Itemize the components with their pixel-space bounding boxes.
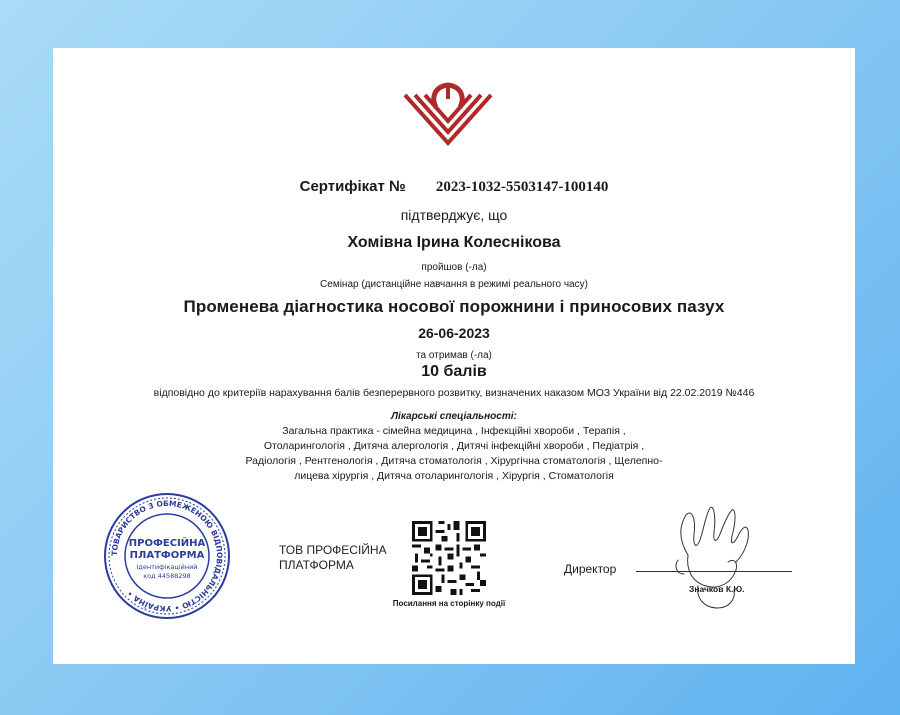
criteria-text: відповідно до критеріїв нарахування балів безперервного розвитку, визначених наказом МОЗ України від 22.02.2019 №446 <box>153 387 755 399</box>
passed-text: пройшов (-ла) <box>421 262 487 273</box>
company-seal-icon <box>103 492 231 620</box>
received-text: та отримав (-ла) <box>416 350 492 361</box>
signature-icon <box>658 500 768 615</box>
confirms-text: підтверджує, що <box>400 207 508 223</box>
seal-ring-text: ТОВАРИСТВО З ОБМЕЖЕНОЮ ВІДПОВІДАЛЬНІСТЮ • УКРАЇНА • <box>109 498 225 614</box>
organization-name <box>279 543 387 573</box>
specialties-line: Радіологія , Рентгенологія , Дитяча стоматологія , Хірургічна стоматологія , Щелепно- <box>245 455 663 467</box>
director-label: Директор <box>564 562 617 576</box>
seal-center-line: код 44588298 <box>143 572 191 580</box>
certificate-card <box>53 48 855 664</box>
specialties-line: лицева хірургія , Дитяча отоларингологія , Хірургія , Стоматологія <box>294 470 614 482</box>
specialties-line: Загальна практика - сімейна медицина , Інфекційні хвороби , Терапія , <box>282 425 626 437</box>
certificate-number-line <box>53 178 855 196</box>
qr-caption: Посилання на сторінку події <box>392 599 506 608</box>
seal-center-line: ПРОФЕСІЙНА <box>128 538 206 549</box>
recipient-name: Хомівна Ірина Колеснікова <box>347 234 561 251</box>
qr-code-icon[interactable] <box>412 521 486 595</box>
event-format: Семінар (дистанційне навчання в режимі реального часу) <box>320 279 588 290</box>
specialties-line: Отоларингологія , Дитяча алергологія , Дитячі інфекційні хвороби , Педіатрія , <box>263 440 645 452</box>
certificate-title: Сертифікат № <box>299 178 406 195</box>
platform-logo-icon <box>402 77 494 147</box>
certificate-number: 2023-1032-5503147-100140 <box>435 179 609 195</box>
event-date: 26-06-2023 <box>418 325 490 341</box>
specialties-title: Лікарські спеціальності: <box>391 411 517 422</box>
points-awarded: 10 балів <box>421 363 487 380</box>
director-name: Значков К.Ю. <box>689 584 745 594</box>
course-title: Променева діагностика носової порожнини і приносових пазух <box>183 297 725 316</box>
seal-center-line: ПЛАТФОРМА <box>129 550 205 561</box>
seal-center-line: Ідентифікаційний <box>136 563 198 571</box>
organization-line: ТОВ ПРОФЕСІЙНА <box>279 543 387 557</box>
organization-line: ПЛАТФОРМА <box>279 558 354 572</box>
